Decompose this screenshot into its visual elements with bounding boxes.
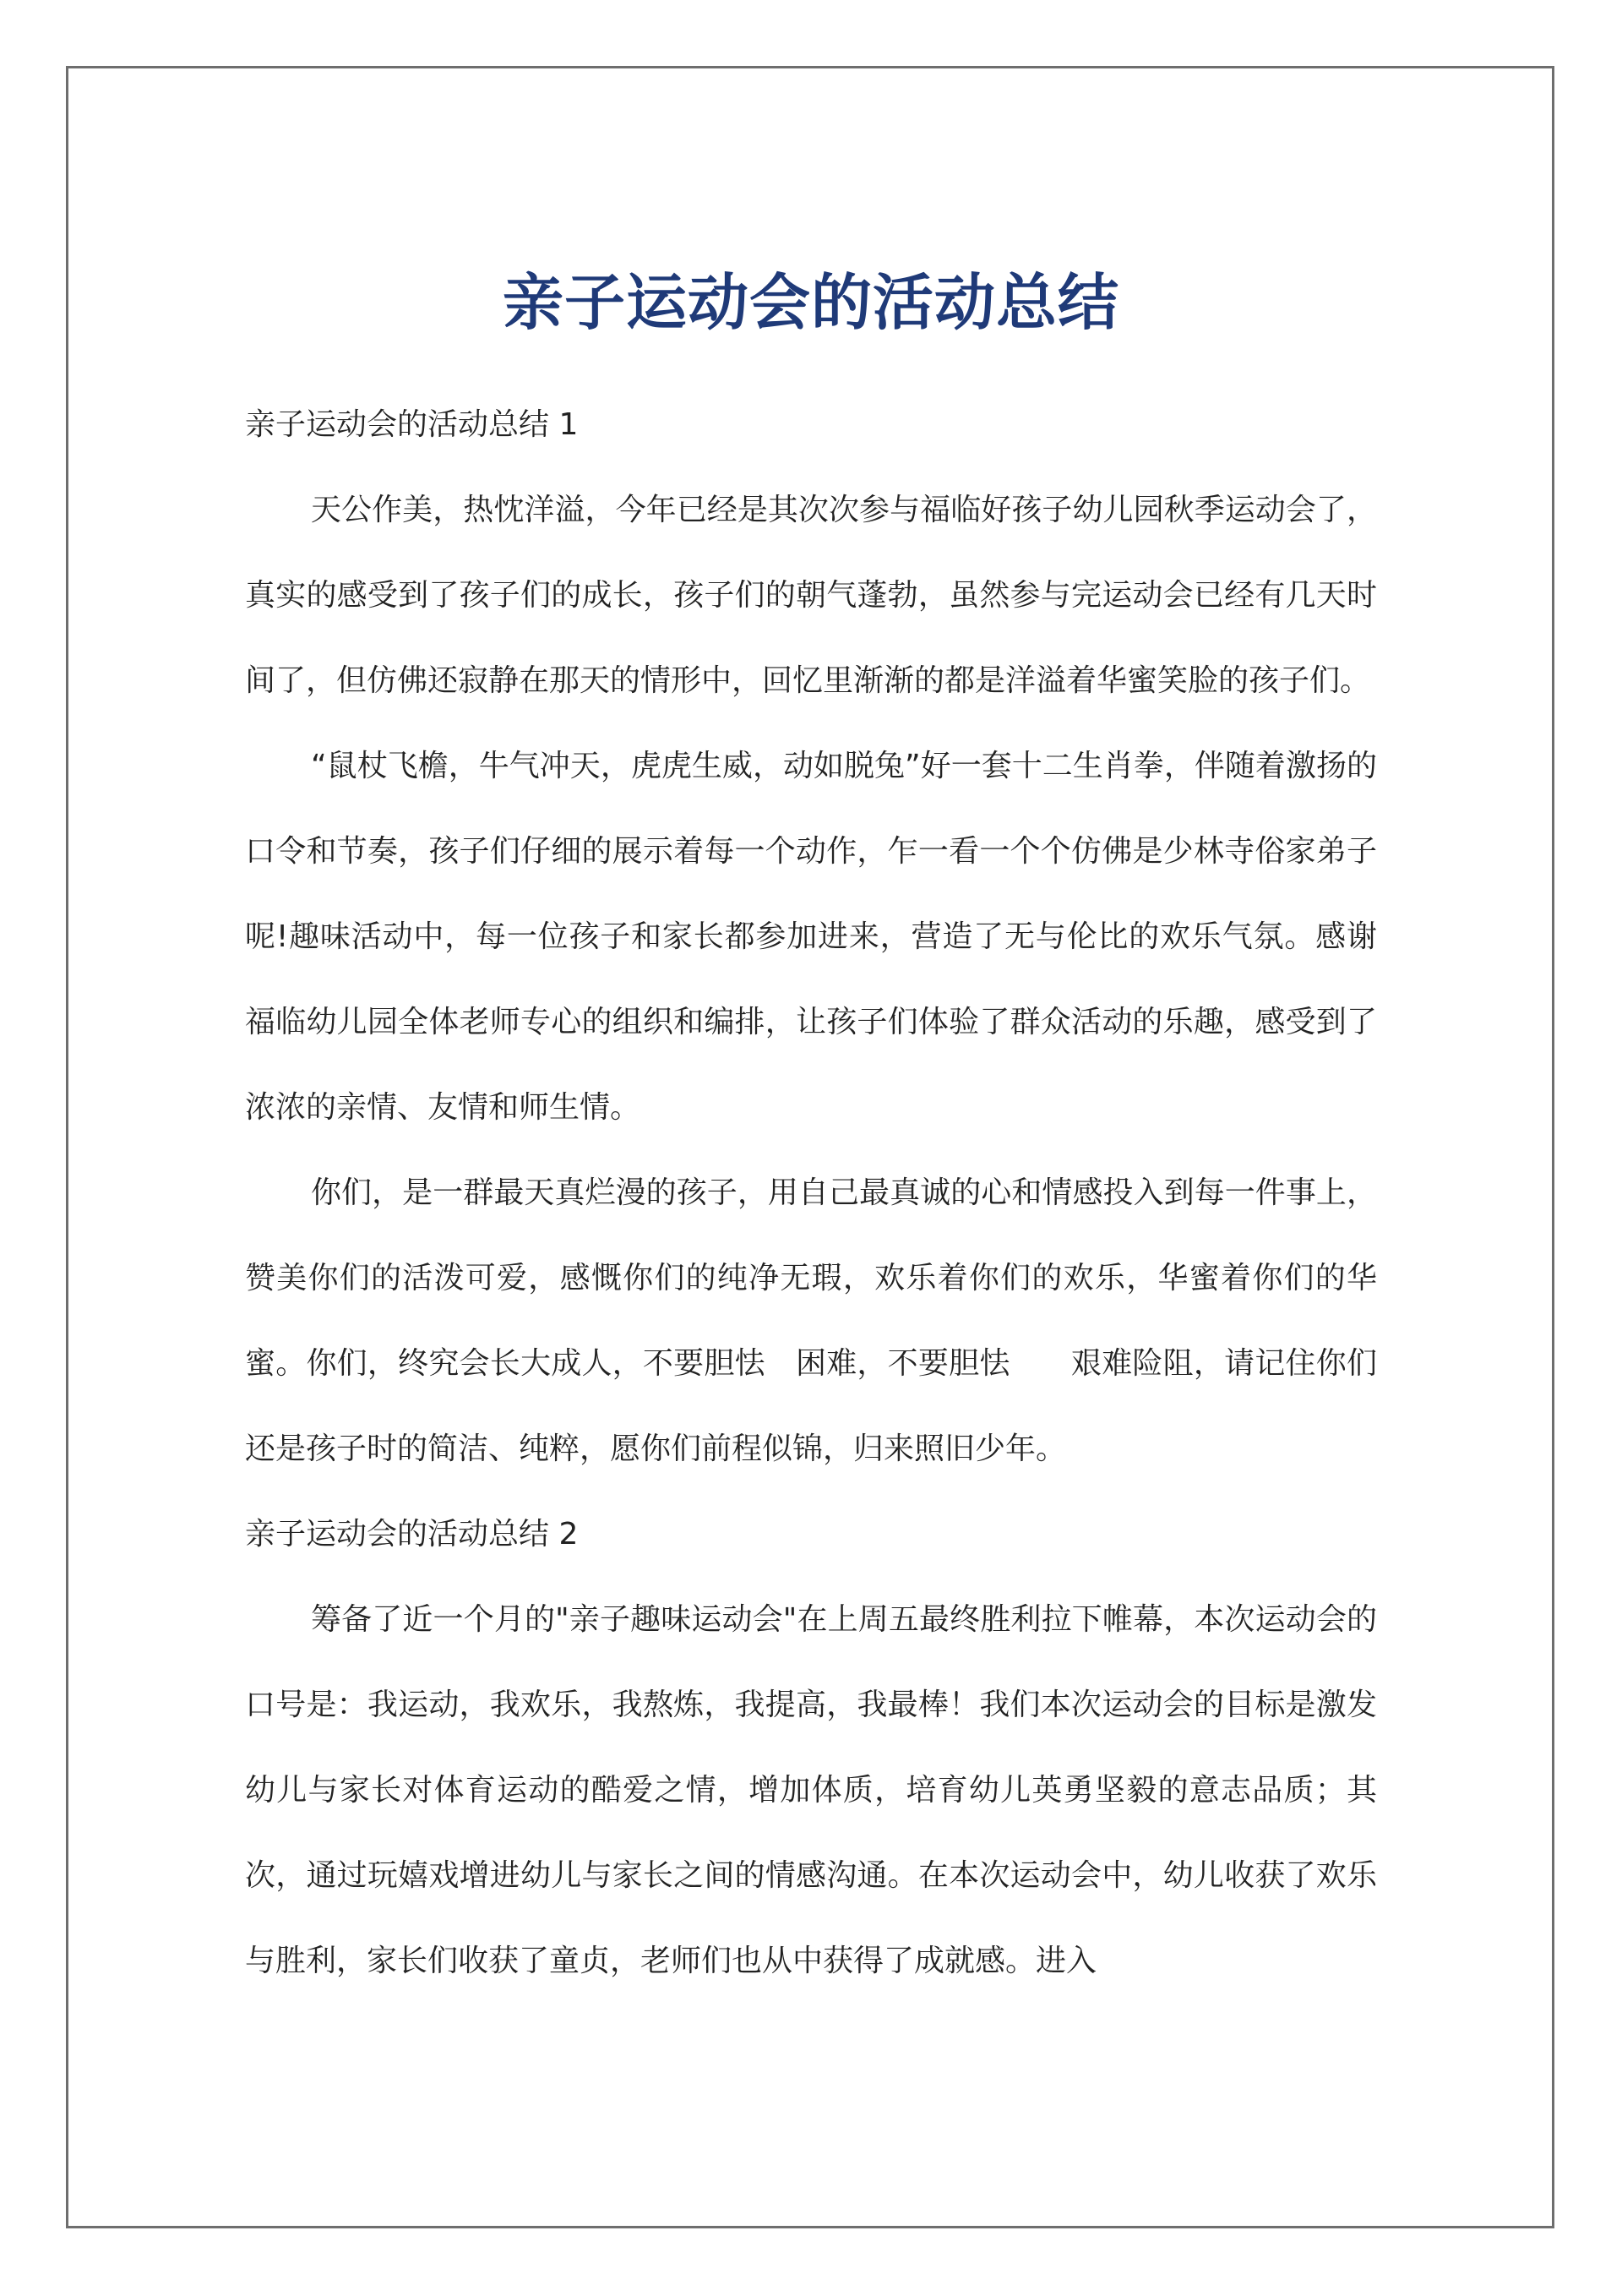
section-1 [245, 382, 1377, 1492]
paragraph: “鼠杖飞檐，牛气冲天，虎虎生威，动如脱兔”好一套十二生肖拳，伴随着激扬的口令和节奏，孩子们仔细的展示着每一个动作，乍一看一个个仿佛是少林寺俗家弟子呢!趣味活动中，每一位孩子和家长都参加进来，营造了无与伦比的欢乐气氛。感谢福临幼儿园全体老师专心的组织和编排，让孩子们体验了群众活动的乐趣，感受到了浓浓的亲情、友情和师生情。 [245, 749, 1377, 1125]
paragraph: 天公作美，热忱洋溢，今年已经是其次次参与福临好孩子幼儿园秋季运动会了，真实的感受到了孩子们的成长，孩子们的朝气蓬勃，虽然参与完运动会已经有几天时间了，但仿佛还寂静在那天的情形中，回忆里渐渐的都是洋溢着华蜜笑脸的孩子们。 [245, 493, 1377, 698]
section-2 [245, 1492, 1377, 2004]
paragraph: 你们，是一群最天真烂漫的孩子，用自己最真诚的心和情感投入到每一件事上，赞美你们的活泼可爱，感慨你们的纯净无瑕，欢乐着你们的欢乐，华蜜着你们的华蜜。你们，终究会长大成人，不要胆怯 困难，不要胆怯 艰难险阻，请记住你们还是孩子时的简洁、纯粹，愿你们前程似锦，归来照旧少年。 [245, 1175, 1377, 1466]
paragraph: 筹备了近一个月的"亲子趣味运动会"在上周五最终胜利拉下帷幕，本次运动会的口号是：我运动，我欢乐，我熬炼，我提高，我最棒！我们本次运动会的目标是激发幼儿与家长对体育运动的酷爱之情，增加体质，培育幼儿英勇坚毅的意志品质；其次，通过玩嬉戏增进幼儿与家长之间的情感沟通。在本次运动会中，幼儿收获了欢乐与胜利，家长们收获了童贞，老师们也从中获得了成就感。进入 [245, 1602, 1377, 1978]
document-body [245, 382, 1377, 2004]
section-heading: 亲子运动会的活动总结 1 [245, 407, 579, 442]
section-heading: 亲子运动会的活动总结 2 [245, 1517, 579, 1552]
document-title: 亲子运动会的活动总结 [502, 267, 1119, 339]
